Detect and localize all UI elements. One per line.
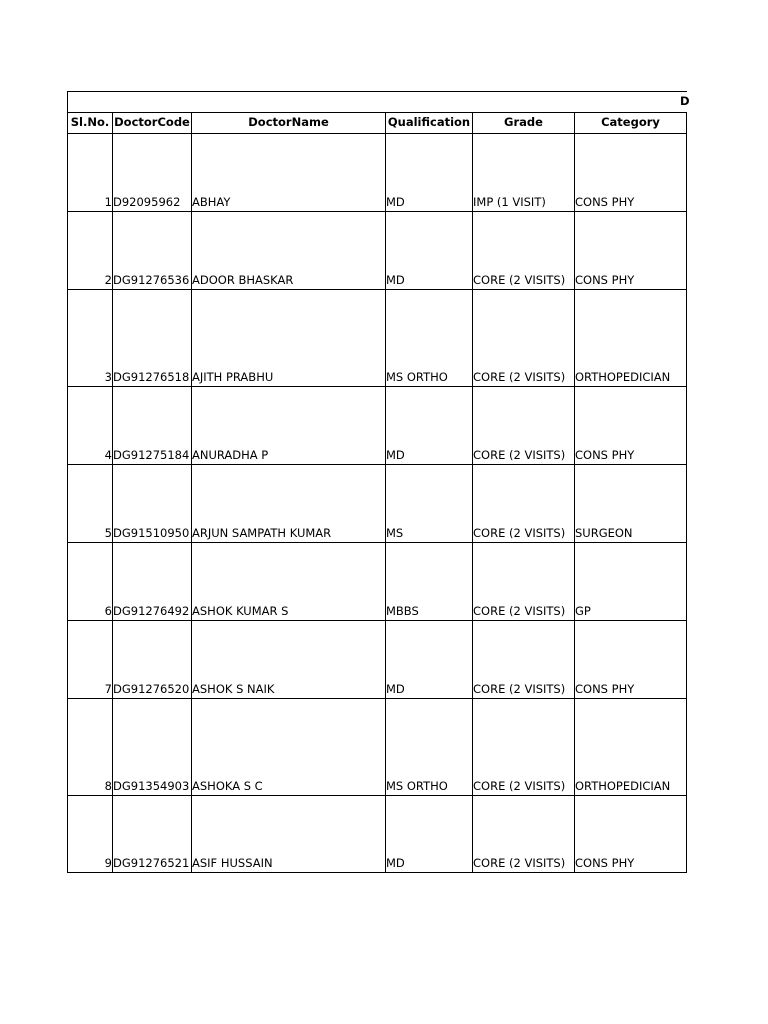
header-category: Category bbox=[575, 113, 687, 134]
qualification-cell: MS bbox=[386, 465, 473, 543]
table-row bbox=[68, 796, 687, 873]
doctor-name-cell: AJITH PRABHU bbox=[192, 290, 386, 387]
qualification-cell: MD bbox=[386, 796, 473, 873]
doctor-table bbox=[67, 91, 690, 873]
sl-no-cell: 6 bbox=[68, 543, 113, 621]
qualification-cell: MD bbox=[386, 134, 473, 212]
doctor-code-cell: DG91276492 bbox=[113, 543, 192, 621]
grade-cell: CORE (2 VISITS) bbox=[473, 212, 575, 290]
category-cell: CONS PHY bbox=[575, 212, 687, 290]
sheet-title-fragment: D bbox=[679, 94, 690, 109]
grade-cell: CORE (2 VISITS) bbox=[473, 290, 575, 387]
grade-cell: CORE (2 VISITS) bbox=[473, 621, 575, 699]
sl-no-cell: 4 bbox=[68, 387, 113, 465]
sl-no-cell: 1 bbox=[68, 134, 113, 212]
category-cell: ORTHOPEDICIAN bbox=[575, 290, 687, 387]
category-cell: ORTHOPEDICIAN bbox=[575, 699, 687, 796]
category-cell: GP bbox=[575, 543, 687, 621]
header-row bbox=[68, 113, 687, 134]
doctor-name-cell: ANURADHA P bbox=[192, 387, 386, 465]
header-grade: Grade bbox=[473, 113, 575, 134]
doctor-code-cell: DG91510950 bbox=[113, 465, 192, 543]
doctor-code-cell: DG91276520 bbox=[113, 621, 192, 699]
doctor-code-cell: DG91276536 bbox=[113, 212, 192, 290]
sl-no-cell: 9 bbox=[68, 796, 113, 873]
table-row bbox=[68, 290, 687, 387]
doctor-code-cell: DG91354903 bbox=[113, 699, 192, 796]
qualification-cell: MD bbox=[386, 212, 473, 290]
sl-no-cell: 2 bbox=[68, 212, 113, 290]
sl-no-cell: 8 bbox=[68, 699, 113, 796]
table-row bbox=[68, 387, 687, 465]
doctor-code-cell: DG91276518 bbox=[113, 290, 192, 387]
category-cell: CONS PHY bbox=[575, 387, 687, 465]
qualification-cell: MS ORTHO bbox=[386, 290, 473, 387]
table-row bbox=[68, 465, 687, 543]
category-cell: CONS PHY bbox=[575, 621, 687, 699]
header-sl-no: Sl.No. bbox=[68, 113, 113, 134]
header-doctor-name: DoctorName bbox=[192, 113, 386, 134]
table-row bbox=[68, 543, 687, 621]
sl-no-cell: 7 bbox=[68, 621, 113, 699]
doctor-name-cell: ASIF HUSSAIN bbox=[192, 796, 386, 873]
header-doctor-code: DoctorCode bbox=[113, 113, 192, 134]
qualification-cell: MD bbox=[386, 621, 473, 699]
category-cell: CONS PHY bbox=[575, 134, 687, 212]
doctor-name-cell: ASHOK S NAIK bbox=[192, 621, 386, 699]
table-row bbox=[68, 134, 687, 212]
category-cell: CONS PHY bbox=[575, 796, 687, 873]
qualification-cell: MS ORTHO bbox=[386, 699, 473, 796]
sl-no-cell: 5 bbox=[68, 465, 113, 543]
qualification-cell: MBBS bbox=[386, 543, 473, 621]
doctor-name-cell: ABHAY bbox=[192, 134, 386, 212]
grade-cell: IMP (1 VISIT) bbox=[473, 134, 575, 212]
grade-cell: CORE (2 VISITS) bbox=[473, 387, 575, 465]
title-cell bbox=[68, 92, 690, 113]
title-row bbox=[68, 92, 687, 113]
category-cell: SURGEON bbox=[575, 465, 687, 543]
grade-cell: CORE (2 VISITS) bbox=[473, 699, 575, 796]
doctor-name-cell: ADOOR BHASKAR bbox=[192, 212, 386, 290]
header-qualification: Qualification bbox=[386, 113, 473, 134]
sl-no-cell: 3 bbox=[68, 290, 113, 387]
grade-cell: CORE (2 VISITS) bbox=[473, 796, 575, 873]
doctor-name-cell: ASHOKA S C bbox=[192, 699, 386, 796]
table-row bbox=[68, 212, 687, 290]
doctor-name-cell: ASHOK KUMAR S bbox=[192, 543, 386, 621]
table-row bbox=[68, 699, 687, 796]
grade-cell: CORE (2 VISITS) bbox=[473, 465, 575, 543]
doctor-name-cell: ARJUN SAMPATH KUMAR bbox=[192, 465, 386, 543]
doctor-code-cell: DG91276521 bbox=[113, 796, 192, 873]
doctor-code-cell: D92095962 bbox=[113, 134, 192, 212]
qualification-cell: MD bbox=[386, 387, 473, 465]
doctor-code-cell: DG91275184 bbox=[113, 387, 192, 465]
table-row bbox=[68, 621, 687, 699]
grade-cell: CORE (2 VISITS) bbox=[473, 543, 575, 621]
